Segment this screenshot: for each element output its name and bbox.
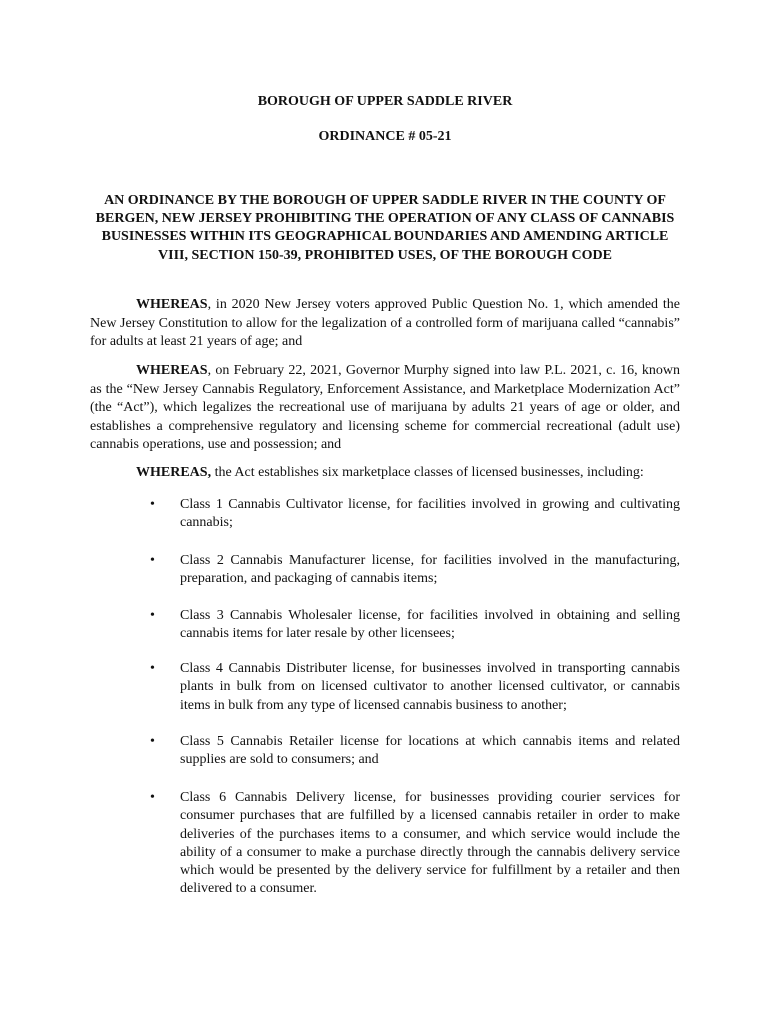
whereas-paragraph-3 xyxy=(90,464,680,483)
list-item xyxy=(150,733,680,770)
paragraph-text: , on February 22, 2021, Governor Murphy signed into law P.L. 2021, c. 16, known as the “New Jersey Cannabis Regulatory, Enforcement Assistance, and Marketplace Modernization Act” (the “Act”), which legalizes the recreational use of marijuana by adults 21 years of age or older, and establishes a comprehensive regulatory and licensing scheme for commercial recreational (adult use) cannabis operations, use and possession; and xyxy=(90,363,680,452)
ordinance-number: ORDINANCE # 05-21 xyxy=(318,129,452,144)
list-item-text: Class 4 Cannabis Distributer license, for businesses involved in transporting cannabis plants in bulk from on licensed cultivator to another licensed cultivator, or cannabis items in bulk from any type of licensed cannabis business to another; xyxy=(180,661,680,713)
bullet-icon: • xyxy=(150,608,155,623)
bullet-icon: • xyxy=(150,734,155,749)
whereas-paragraph-1 xyxy=(90,296,680,352)
whereas-paragraph-2 xyxy=(90,362,680,455)
list-item-text: Class 1 Cannabis Cultivator license, for facilities involved in growing and cultivating cannabis; xyxy=(180,497,680,531)
paragraph-text: the Act establishes six marketplace classes of licensed businesses, including: xyxy=(211,465,644,480)
list-item xyxy=(150,660,680,715)
bullet-icon: • xyxy=(150,497,155,512)
list-item-text: Class 5 Cannabis Retailer license for locations at which cannabis items and related supplies are sold to consumers; and xyxy=(180,734,680,768)
paragraph-text: , in 2020 New Jersey voters approved Public Question No. 1, which amended the New Jersey Constitution to allow for the legalization of a controlled form of marijuana called “cannabis” for adults at least 21 years of age; and xyxy=(90,297,680,349)
whereas-label: WHEREAS xyxy=(136,363,208,378)
whereas-label: WHEREAS xyxy=(136,297,208,312)
list-item xyxy=(150,552,680,589)
bullet-icon: • xyxy=(150,661,155,676)
list-item-text: Class 6 Cannabis Delivery license, for businesses providing courier services for consumer purchases that are fulfilled by a licensed cannabis retailer in order to make deliveries of the purchases items to a consumer, and which service would include the ability of a consumer to make a purchase directly through the cannabis delivery service which would be presented by the delivery service for fulfillment by a retailer and then delivered to a consumer. xyxy=(180,790,680,897)
list-item xyxy=(150,789,680,899)
bullet-icon: • xyxy=(150,790,155,805)
list-item-text: Class 2 Cannabis Manufacturer license, for facilities involved in the manufacturing, preparation, and packaging of cannabis items; xyxy=(180,553,680,587)
borough-heading: BOROUGH OF UPPER SADDLE RIVER xyxy=(257,94,513,109)
whereas-label: WHEREAS, xyxy=(136,465,212,480)
list-item-text: Class 3 Cannabis Wholesaler license, for facilities involved in obtaining and selling cannabis items for later resale by other licensees; xyxy=(180,608,680,642)
ordinance-title: AN ORDINANCE BY THE BOROUGH OF UPPER SADDLE RIVER IN THE COUNTY OF BERGEN, NEW JERSEY PROHIBITING THE OPERATION OF ANY CLASS OF CANNABIS BUSINESSES WITHIN ITS GEOGRAPHICAL BOUNDARIES AND AMENDING ARTICLE VIII, SECTION 150-39, PROHIBITED USES, OF THE BOROUGH CODE xyxy=(95,193,675,263)
bullet-icon: • xyxy=(150,553,155,568)
list-item xyxy=(150,496,680,533)
list-item xyxy=(150,607,680,644)
